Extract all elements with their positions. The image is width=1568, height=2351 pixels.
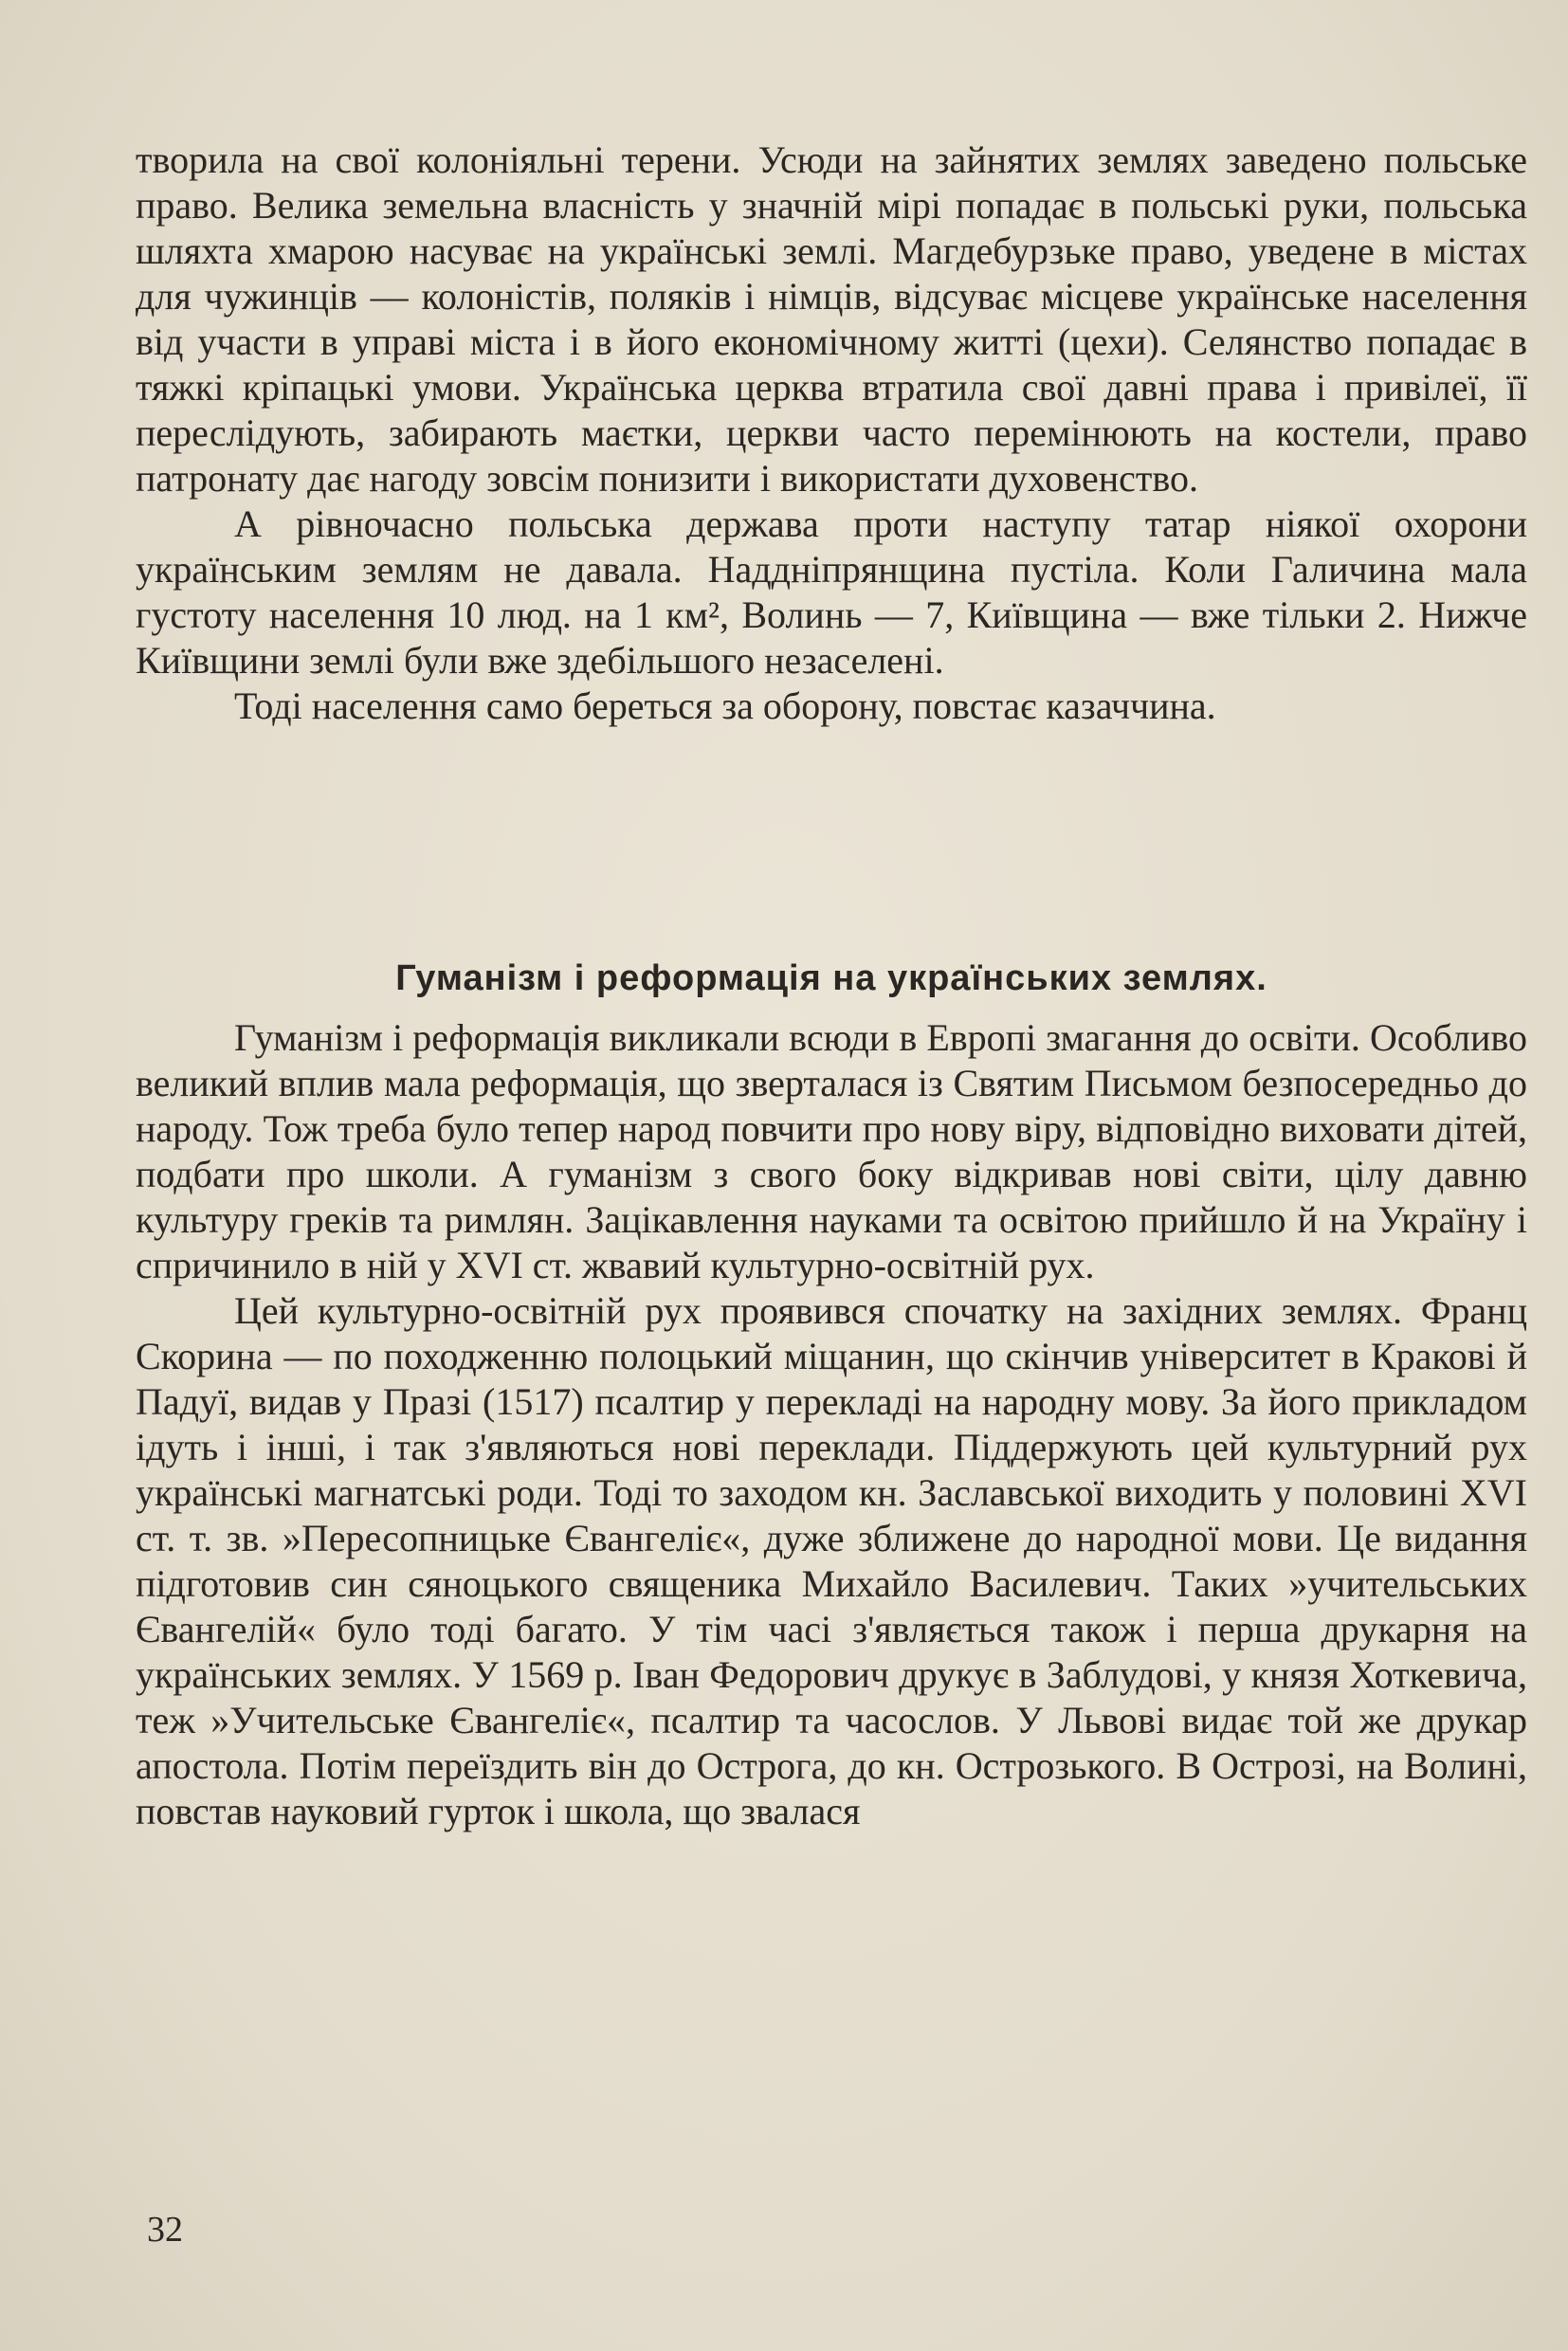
- section-heading: Гуманізм і реформація на українських землях.: [395, 958, 1267, 998]
- paragraph-cultural-movement: Цей культурно-освітній рух проявився спочатку на західних землях. Франц Скорина — по походженню полоцький міщанин, що скінчив університет в Кракові й Падуї, видав у Празі (1517) псалтир у перекладі на народну мову. За його прикладом ідуть і інші, і так з'являються нові переклади. Піддержують цей культурний рух українські магнатські роди. Тоді то заходом кн. Заславської виходить у половині XVI ст. т. зв. »Пересопницьке Євангеліє«, дуже зближене до народної мови. Це видання підготовив син сяноцького священика Михайло Василевич. Таких »учительських Євангелій« було тоді багато. У тім часі з'являється також і перша друкарня на українських землях. У 1569 р. Іван Федорович друкує в Заблудові, у князя Хоткевича, теж »Учительське Євангеліє«, псалтир та часослов. У Львові видає той же друкар апостола. Потім переїздить він до Острога, до кн. Острозького. В Острозі, на Волині, повстав науковий гурток і школа, що звалася: [136, 1289, 1527, 1832]
- paragraph-tatar-raids: А рівночасно польська держава проти наступу татар ніякої охорони українським землям не давала. Наддніпрянщина пустіла. Коли Галичина мала густоту населення 10 люд. на 1 км², Волинь — 7, Київщина — вже тільки 2. Нижче Київщини землі були вже здебільшого незаселені.: [136, 502, 1527, 682]
- paragraph-polish-rule: творила на свої колоніяльні терени. Усюди на зайнятих землях заведено польське право. Велика земельна власність у значній мірі попадає в польські руки, польська шляхта хмарою насуває на українські землі. Магдебурзьке право, уведене в містах для чужинців — колоністів, поляків і німців, відсуває місцеве українське населення від участи в управі міста і в його економічному житті (цехи). Селянство попадає в тяжкі кріпацькі умови. Українська церква втратила свої давні права і привілеї, її переслідують, забирають маєтки, церкви часто перемінюють на костели, право патронату дає нагоду зовсім понизити і використати духовенство.: [136, 138, 1527, 500]
- page-number: 32: [147, 2210, 183, 2250]
- paragraph-cossacks: Тоді населення само береться за оборону, повстає казаччина.: [234, 684, 1216, 727]
- paragraph-humanism-reformation: Гуманізм і реформація викликали всюди в Европі змагання до освіти. Особливо великий вплив мала реформація, що зверталася із Святим Письмом безпосередньо до народу. Тож треба було тепер народ повчити про нову віру, відповідно виховати дітей, подбати про школи. А гуманізм з свого боку відкривав нові світи, цілу давню культуру греків та римлян. Зацікавлення науками та освітою прийшло й на Україну і спричинило в ній у XVI ст. жвавий культурно-освітній рух.: [136, 1016, 1527, 1286]
- section-before-heading: [136, 137, 1527, 729]
- section-humanism: [136, 1015, 1527, 1834]
